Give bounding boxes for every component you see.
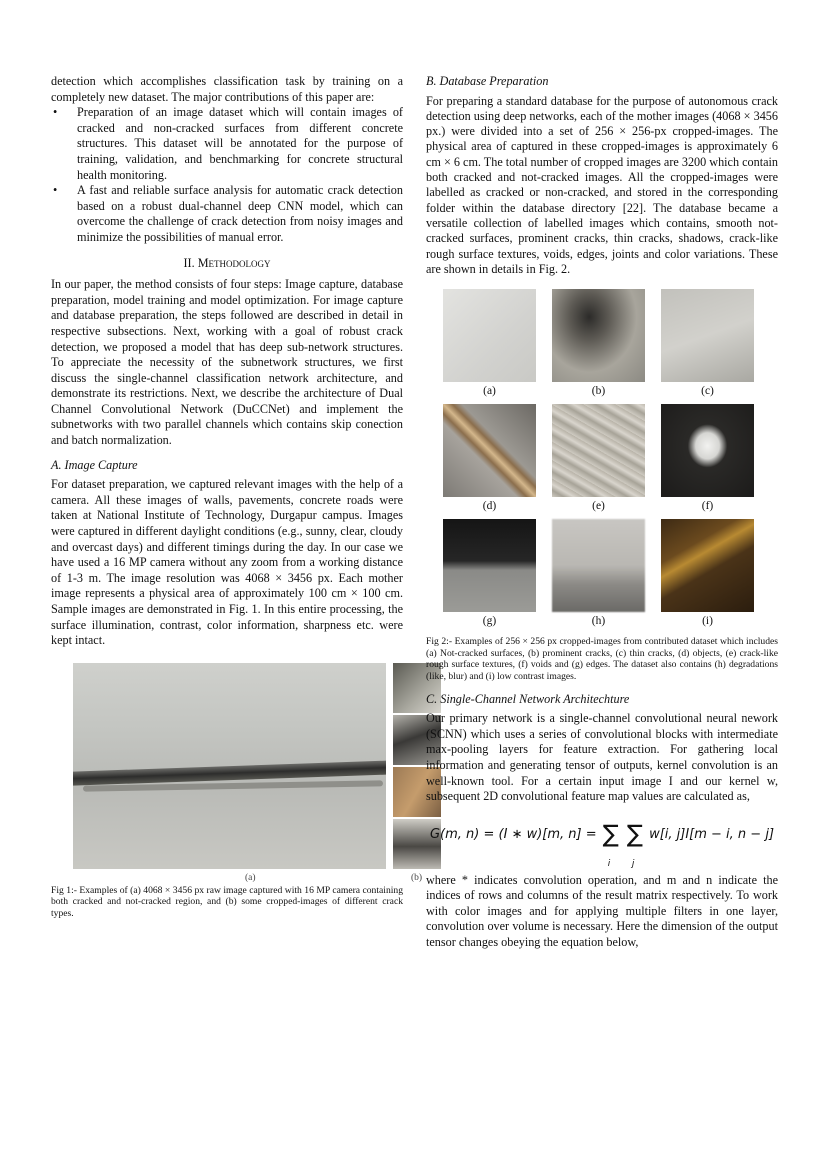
section-heading xyxy=(51,256,403,272)
void-image xyxy=(661,404,754,497)
fig2-label: (c) xyxy=(701,385,714,398)
subsection-heading-c: C. Single-Channel Network Architechture xyxy=(426,691,630,706)
after-equation-paragraph: where * indicates convolution operation, and m and n indicate the indices of rows and columns of the result matrix respectively. To work with color images and for applying multiple filters in one layer, convolution over volume is necessary. Here the dimension of the output tensor changes obeying the equation below, xyxy=(426,872,778,950)
fig2-cell xyxy=(443,404,536,519)
fig2-cell xyxy=(443,519,536,634)
subsection-heading-a: A. Image Capture xyxy=(51,457,138,472)
left-column xyxy=(51,74,423,920)
image-capture-paragraph: For dataset preparation, we captured relevant images with the help of a camera. All these images of walls, pavements, concrete roads were taken at National Institute of Technology, Durgapur campus. Images were captured in different daylight conditions (e.g., sunny, clear, cloudy and overcast days) and different timings during the day. In our case we have used a 16 MP camera without any zoom from a working distance of 1-3 m. The image resolution was 4068 × 3456 px. Each mother image represents a physical area of approximately 100 cm × 100 cm. Sample images are demonstrated in Fig. 1. In this entire processing, the surface illumination, contrast, color information, sharpness etc. were kept intact. xyxy=(51,477,403,648)
figure-2-caption: Fig 2:- Examples of 256 × 256 px cropped-images from contributed dataset which includes (a) Not-cracked surfaces, (b) prominent cracks, (c) thin cracks, (d) objects, (e) crack-like rough surface textures, (f) voids and (g) edges. The dataset also contains (h) degradations (like, blur) and (i) low contrast images. xyxy=(426,636,778,682)
fig2-label: (d) xyxy=(482,500,497,513)
fig2-label: (b) xyxy=(591,385,606,398)
section-title: Methodology xyxy=(197,255,271,270)
fig2-cell xyxy=(552,519,645,634)
raw-concrete-image xyxy=(73,663,386,869)
fig2-cell xyxy=(552,289,645,404)
intro-paragraph: detection which accomplishes classification task by training on a completely new dataset. The major contributions of this paper are: xyxy=(51,74,403,104)
scnn-paragraph: Our primary network is a single-channel convolutional neural nework (SCNN) which uses a series of convolutional blocks with intermediate max-pooling layers for feature extraction. For gathering local information and generating tensor of outputs, kernel convolution is an well-known tool. For a certain input image I and our kernel w, subsequent 2D convolutional feature map values are calculated as, xyxy=(426,711,778,804)
fig1-label-a: (a) xyxy=(245,872,256,883)
edge-image xyxy=(443,519,536,612)
fig2-cell xyxy=(661,404,754,519)
object-image xyxy=(443,404,536,497)
figure-2-grid xyxy=(443,289,778,634)
list-item: • A fast and reliable surface analysis for automatic crack detection based on a robust dual-channel deep CNN model, which can overcome the challenge of crack detection from noisy images and minimize the possibilities of manual error. xyxy=(51,183,403,245)
thin-crack-image xyxy=(661,289,754,382)
fig2-label: (h) xyxy=(591,615,606,628)
fig2-label: (f) xyxy=(701,500,714,513)
figure-1-caption: Fig 1:- Examples of (a) 4068 × 3456 px raw image captured with 16 MP camera containing both cracked and not-cracked region, and (b) some cropped-images of different crack types. xyxy=(51,884,403,919)
fig1-label-b: (b) xyxy=(411,872,423,883)
list-item: • Preparation of an image dataset which will contain images of cracked and non-cracked surfaces from different concrete structures. This dataset will be annotated for the purpose of training, validation, and benchmarking for concrete structural health monitoring. xyxy=(51,105,403,183)
convolution-equation xyxy=(426,819,778,869)
equation-lhs: G(m, n) = (I ∗ w)[m, n] = xyxy=(429,826,597,842)
figure-1 xyxy=(51,663,423,885)
database-paragraph: For preparing a standard database for the purpose of autonomous crack detection using deep networks, each of the mother images (4068 × 3456 px.) were divided into a set of 256 × 256-px cropped-images. The physical area of captured in these cropped-images is approximately 6 cm × 6 cm. The total number of cropped images are 3200 which contain both cracked and not-cracked images. All the cropped-images were labelled as cracked or non-cracked, and stored in the corresponding folder within the database directory [22]. The database became a versatile collection of labelled images which contains, smooth not-cracked surfaces, prominent cracks, thin cracks, shadows, crack-like rough surface textures, voids, edges, joints and color variations. These are shown in details in Fig. 2. xyxy=(426,93,778,276)
right-column xyxy=(426,74,778,951)
contributions-list xyxy=(51,105,403,245)
sum-symbol: ∑ i xyxy=(601,827,621,843)
sum-index: j xyxy=(631,858,635,869)
fig2-label: (e) xyxy=(592,500,605,513)
fig2-cell xyxy=(661,289,754,404)
sum-symbol: ∑ j xyxy=(625,827,645,843)
fig2-label: (a) xyxy=(483,385,496,398)
fig2-label: (g) xyxy=(482,615,497,628)
fig2-label: (i) xyxy=(702,615,713,628)
section-number: II. xyxy=(183,255,195,270)
fig2-cell xyxy=(552,404,645,519)
not-cracked-image xyxy=(443,289,536,382)
methodology-paragraph: In our paper, the method consists of four steps: Image capture, database preparation, model training and model optimization. For image capture and database preparation, the steps followed are described in detail in respective subsections. Next, working with a goal of robust crack detection, we proposed a model that has deep sub-network structures. To appreciate the necessity of the subnetwork structures, we first discuss the single-channel classification network architecture, and demonstrate its restrictions. Next, we describe the architecture of Dual Channel Convolutional Network (DuCCNet) and implement the subnetworks with two parallel channels which contains skip conection and batch normalization. xyxy=(51,277,403,448)
fig2-cell xyxy=(443,289,536,404)
subsection-heading-b: B. Database Preparation xyxy=(426,74,549,88)
sum-index: i xyxy=(607,858,611,869)
prominent-crack-image xyxy=(552,289,645,382)
blurred-image xyxy=(552,519,645,612)
fig2-cell xyxy=(661,519,754,634)
rough-texture-image xyxy=(552,404,645,497)
low-contrast-image xyxy=(661,519,754,612)
equation-rhs: w[i, j]I[m − i, n − j] xyxy=(649,826,775,842)
